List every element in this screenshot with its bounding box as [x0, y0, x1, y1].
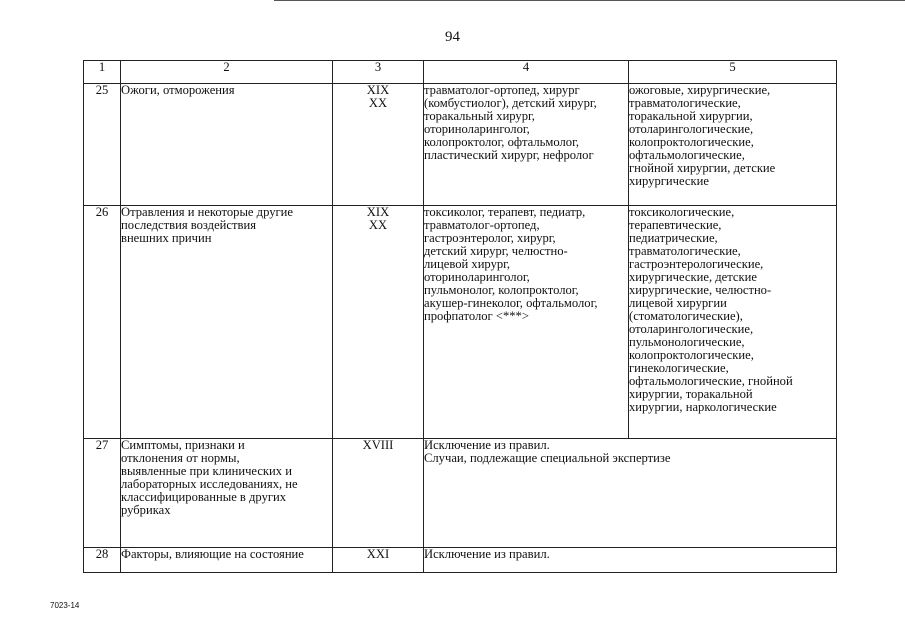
text-line: XIX — [366, 83, 390, 97]
text-line: хирургии, наркологические — [629, 400, 777, 414]
text-line: травматологические, — [629, 96, 741, 110]
text-line: отоларингологические, — [629, 322, 754, 336]
document-code: 7023-14 — [50, 601, 80, 610]
text-line: Исключение из правил. — [424, 547, 550, 561]
text-line: гинекологические, — [629, 361, 729, 375]
text-line: XIX — [366, 205, 390, 219]
text-line: оториноларинголог, — [424, 270, 530, 284]
text-line: XX — [368, 218, 388, 232]
text-line: Симптомы, признаки и — [121, 438, 245, 452]
text-line: Случаи, подлежащие специальной экспертизе — [424, 451, 671, 465]
table-row — [84, 548, 837, 573]
text-line: внешних причин — [121, 231, 212, 245]
text-line: рубриках — [121, 503, 171, 517]
text-line: лицевой хирургии — [629, 296, 727, 310]
exception-note — [424, 548, 837, 573]
text-line: пластический хирург, нефролог — [424, 148, 594, 162]
condition-name — [121, 548, 333, 573]
row-number: 26 — [84, 206, 121, 439]
text-line: акушер-гинеколог, офтальмолог, — [424, 296, 598, 310]
text-line: отклонения от нормы, — [121, 451, 240, 465]
text-line: XX — [368, 96, 388, 110]
text-line: XVIII — [362, 438, 394, 452]
text-line: колопроктологические, — [629, 348, 754, 362]
text-line: офтальмологические, гнойной — [629, 374, 793, 388]
text-line: торакальный хирург, — [424, 109, 535, 123]
text-line: (комбустиолог), детский хирург, — [424, 96, 597, 110]
text-line: XXI — [366, 547, 390, 561]
text-line: пульмонологические, — [629, 335, 745, 349]
header-cell-2: 2 — [121, 61, 333, 84]
table-row — [84, 84, 837, 206]
text-line: травматолог-ортопед, хирург — [424, 83, 580, 97]
text-line: колопроктологические, — [629, 135, 754, 149]
text-line: офтальмологические, — [629, 148, 745, 162]
text-line: педиатрические, — [629, 231, 718, 245]
header-cell-3: 3 — [333, 61, 424, 84]
text-line: травматологические, — [629, 244, 741, 258]
text-line: Исключение из правил. — [424, 438, 550, 452]
table-row — [84, 439, 837, 548]
text-line: гастроэнтеролог, хирург, — [424, 231, 556, 245]
text-line: профпатолог <***> — [424, 309, 529, 323]
text-line: Отравления и некоторые другие — [121, 205, 294, 219]
top-rule — [274, 0, 905, 1]
text-line: детский хирург, челюстно- — [424, 244, 568, 258]
text-line: выявленные при клинических и — [121, 464, 292, 478]
table-row — [84, 206, 837, 439]
text-line: Ожоги, отморожения — [121, 83, 235, 97]
text-line: Факторы, влияющие на состояние — [121, 547, 304, 561]
text-line: хирургии, торакальной — [629, 387, 753, 401]
icd-classes — [333, 548, 424, 573]
header-cell-5: 5 — [629, 61, 837, 84]
text-line: гастроэнтерологические, — [629, 257, 764, 271]
exception-note — [424, 439, 837, 548]
text-line: (стоматологические), — [629, 309, 743, 323]
specialists-list — [424, 206, 629, 439]
icd-classes — [333, 84, 424, 206]
text-line: ожоговые, хирургические, — [629, 83, 771, 97]
text-line: хирургические — [629, 174, 709, 188]
header-cell-1: 1 — [84, 61, 121, 84]
text-line: токсикологические, — [629, 205, 735, 219]
condition-name — [121, 439, 333, 548]
text-line: последствия воздействия — [121, 218, 256, 232]
departments-list — [629, 206, 837, 439]
text-line: терапевтические, — [629, 218, 722, 232]
row-number: 25 — [84, 84, 121, 206]
condition-name — [121, 206, 333, 439]
text-line: лицевой хирург, — [424, 257, 511, 271]
condition-name — [121, 84, 333, 206]
text-line: травматолог-ортопед, — [424, 218, 540, 232]
icd-classes — [333, 206, 424, 439]
text-line: торакальной хирургии, — [629, 109, 753, 123]
text-line: оториноларинголог, — [424, 122, 530, 136]
text-line: гнойной хирургии, детские — [629, 161, 776, 175]
table-body — [84, 61, 837, 573]
page-number: 94 — [445, 29, 460, 45]
text-line: пульмонолог, колопроктолог, — [424, 283, 579, 297]
text-line: колопроктолог, офтальмолог, — [424, 135, 579, 149]
text-line: классифицированные в других — [121, 490, 287, 504]
text-line: хирургические, челюстно- — [629, 283, 772, 297]
icd-classes — [333, 439, 424, 548]
row-number: 28 — [84, 548, 121, 573]
specialists-list — [424, 84, 629, 206]
row-number: 27 — [84, 439, 121, 548]
classification-table — [83, 60, 837, 573]
text-line: хирургические, детские — [629, 270, 757, 284]
text-line: лабораторных исследованиях, не — [121, 477, 298, 491]
text-line: токсиколог, терапевт, педиатр, — [424, 205, 586, 219]
departments-list — [629, 84, 837, 206]
text-line: отоларингологические, — [629, 122, 754, 136]
header-cell-4: 4 — [424, 61, 629, 84]
header-row — [84, 61, 837, 84]
